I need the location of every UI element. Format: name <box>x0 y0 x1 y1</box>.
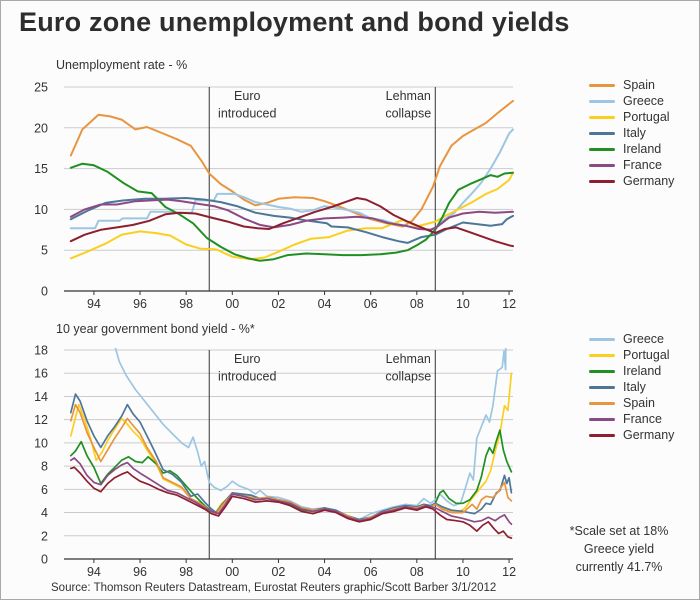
legend-item-italy <box>589 125 699 141</box>
annotation-label: Lehman <box>385 89 431 103</box>
legend-swatch-spain <box>589 84 615 87</box>
unemployment-chart-title: Unemployment rate - % <box>56 58 188 72</box>
x-tick-label: 12 <box>502 565 517 579</box>
legend-item-spain <box>589 77 699 93</box>
annotation-label: introduced <box>218 369 277 384</box>
y-tick-label: 4 <box>41 506 48 521</box>
y-tick-label: 12 <box>34 413 48 428</box>
legend-label: Greece <box>623 94 664 108</box>
y-tick-label: 25 <box>34 80 48 95</box>
y-tick-label: 0 <box>41 284 48 299</box>
y-tick-label: 20 <box>34 121 48 136</box>
page-title: Euro zone unemployment and bond yields <box>19 7 570 37</box>
x-tick-label: 06 <box>363 297 378 311</box>
legend-item-portugal <box>589 347 699 363</box>
legend-swatch-spain <box>589 402 615 405</box>
x-tick-label: 02 <box>271 297 286 311</box>
annotation-label: collapse <box>385 369 432 384</box>
x-tick-label: 08 <box>409 565 424 579</box>
legend-swatch-france <box>589 418 615 421</box>
y-tick-label: 14 <box>34 389 48 404</box>
legend-item-germany <box>589 427 699 443</box>
legend-item-ireland <box>589 363 699 379</box>
annotation-label: Euro <box>234 352 261 366</box>
annotation-label: Lehman <box>385 352 431 366</box>
x-tick-label: 96 <box>133 297 147 311</box>
legend-item-greece <box>589 331 699 347</box>
x-tick-label: 00 <box>225 565 240 579</box>
x-tick-label: 10 <box>455 565 470 579</box>
legend-label: France <box>623 158 662 172</box>
legend-item-italy <box>589 379 699 395</box>
legend-label: Germany <box>623 174 675 188</box>
legend-label: Spain <box>623 78 655 92</box>
legend-label: Italy <box>623 380 646 394</box>
legend-swatch-portugal <box>589 354 615 357</box>
legend-label: Germany <box>623 428 675 442</box>
legend-swatch-germany <box>589 180 615 183</box>
y-tick-label: 10 <box>34 202 48 217</box>
legend-swatch-italy <box>589 386 615 389</box>
annotation-label: collapse <box>385 106 432 121</box>
legend-label: Portugal <box>623 110 670 124</box>
x-tick-label: 04 <box>317 297 332 311</box>
x-tick-label: 08 <box>409 297 424 311</box>
legend-swatch-ireland <box>589 370 615 373</box>
legend-label: Greece <box>623 332 664 346</box>
series-line-germany <box>71 198 513 246</box>
bond-yield-chart-title: 10 year government bond yield - %* <box>56 322 255 336</box>
note-line: currently 41.7% <box>575 560 663 574</box>
x-tick-label: 96 <box>133 565 147 579</box>
x-tick-label: 10 <box>455 297 470 311</box>
legend-swatch-greece <box>589 100 615 103</box>
note-line: *Scale set at 18% <box>569 524 669 538</box>
legend-label: France <box>623 412 662 426</box>
x-tick-label: 00 <box>225 297 240 311</box>
y-tick-label: 18 <box>34 343 48 358</box>
scale-note <box>541 522 697 576</box>
legend-item-france <box>589 411 699 427</box>
y-tick-label: 2 <box>41 529 48 544</box>
series-line-france <box>71 458 512 524</box>
y-tick-label: 15 <box>34 162 48 177</box>
legend-swatch-germany <box>589 434 615 437</box>
legend-label: Portugal <box>623 348 670 362</box>
y-tick-label: 6 <box>41 482 48 497</box>
legend-label: Italy <box>623 126 646 140</box>
x-tick-label: 98 <box>179 297 194 311</box>
series-group <box>71 101 513 261</box>
legend-swatch-ireland <box>589 148 615 151</box>
x-tick-label: 04 <box>317 565 332 579</box>
legend-item-greece <box>589 93 699 109</box>
legend-item-portugal <box>589 109 699 125</box>
annotation-label: introduced <box>218 106 277 121</box>
x-tick-label: 06 <box>363 565 378 579</box>
bond-yield-legend <box>589 331 699 443</box>
legend-swatch-portugal <box>589 116 615 119</box>
unemployment-chart <box>1 56 541 321</box>
legend-label: Ireland <box>623 142 662 156</box>
legend-swatch-italy <box>589 132 615 135</box>
y-tick-label: 16 <box>34 366 48 381</box>
x-tick-label: 02 <box>271 565 286 579</box>
x-tick-label: 98 <box>179 565 194 579</box>
x-tick-label: 94 <box>86 565 101 579</box>
legend-item-spain <box>589 395 699 411</box>
bond-yield-chart <box>1 319 541 581</box>
note-line: Greece yield <box>583 542 655 556</box>
x-tick-label: 94 <box>86 297 101 311</box>
legend-item-germany <box>589 173 699 189</box>
x-tick-label: 12 <box>502 297 517 311</box>
y-tick-label: 10 <box>34 436 48 451</box>
y-tick-label: 8 <box>41 459 48 474</box>
legend-item-ireland <box>589 141 699 157</box>
legend-item-france <box>589 157 699 173</box>
legend-label: Ireland <box>623 364 662 378</box>
series-line-portugal <box>71 173 513 260</box>
legend-label: Spain <box>623 396 655 410</box>
source-line: Source: Thomson Reuters Datastream, Eurostat Reuters graphic/Scott Barber 3/1/2012 <box>51 582 497 594</box>
y-tick-label: 0 <box>41 552 48 567</box>
legend-swatch-france <box>589 164 615 167</box>
unemployment-legend <box>589 77 699 189</box>
annotation-label: Euro <box>234 89 261 103</box>
y-tick-label: 5 <box>41 243 48 258</box>
legend-swatch-greece <box>589 338 615 341</box>
